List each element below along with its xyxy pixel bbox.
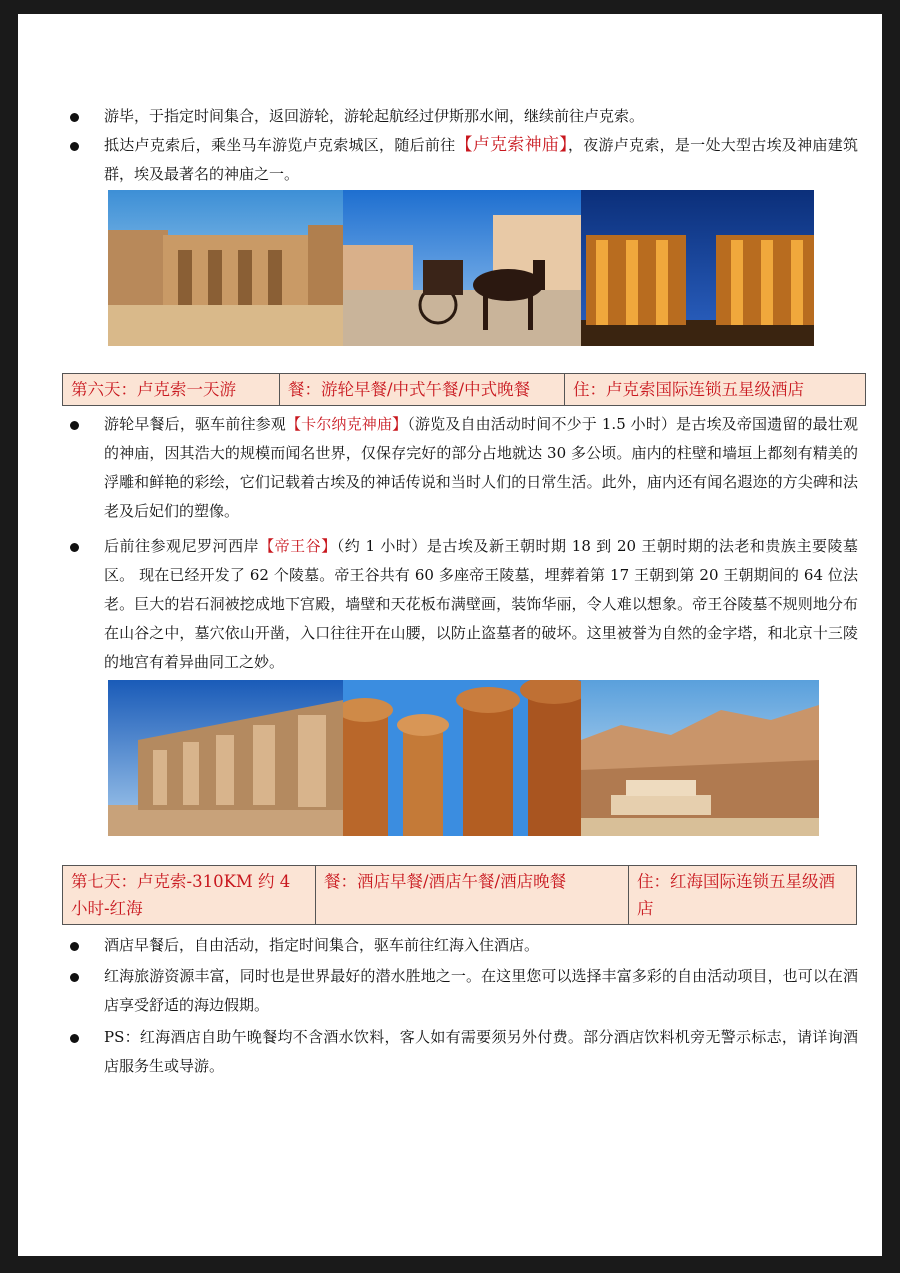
highlight-luxor-temple: 【卢克索神庙】	[455, 135, 568, 155]
bullet-icon	[70, 1034, 79, 1043]
photo-row-1	[108, 190, 814, 346]
bullet-text: 酒店早餐后，自由活动，指定时间集合，驱车前往红海入住酒店。	[104, 936, 540, 954]
day6-hotel: 住：卢克索国际连锁五星级酒店	[565, 374, 866, 406]
list-item	[70, 102, 858, 131]
luxor-temple-night-photo	[581, 190, 814, 346]
photo-row-2	[108, 680, 819, 836]
day6-title: 第六天：卢克索一天游	[63, 374, 280, 406]
bullet-icon	[70, 421, 79, 430]
list-item	[70, 962, 858, 1020]
karnak-columns-photo	[343, 680, 581, 836]
day7-title: 第七天：卢克索-310KM 约 4 小时-红海	[63, 866, 316, 925]
text-run: （约 1 小时）是古埃及新王朝时期 18 到 20 王朝时期的法老和贵族主要陵墓区。 现在已经开发了 62 个陵墓。帝王谷共有 60 多座帝王陵墓，埋葬着第 17 王朝到第 20 王朝期间的 64 位法老。巨大的岩石洞被挖成地下宫殿，墙壁和天花板布满壁画，装饰华丽，令人难以想象。帝王谷陵墓不规则地分布在山谷之中，墓穴依山开凿，入口往往开在山腰，以防止盗墓者的破坏。这里被誉为自然的金字塔，和北京十三陵的地宫有着异曲同工之妙。	[104, 537, 858, 671]
bullet-icon	[70, 113, 79, 122]
osiris-statues-photo	[108, 680, 343, 836]
text-run: （游览及自由活动时间不少于 1.5 小时）是古埃及帝国遗留的最壮观的神庙，因其浩大的规模而闻名世界，仅保存完好的部分占地就达 30 多公顷。庙内的柱壁和墙垣上都刻有精美的浮雕和鲜艳的彩绘，它们记载着古埃及的神话传说和当时人们的日常生活。此外，庙内还有闻名遐迩的方尖碑和法老及后妃们的塑像。	[104, 415, 858, 520]
bullet-text	[104, 532, 858, 677]
list-item	[70, 931, 858, 960]
bullet-icon	[70, 973, 79, 982]
bullet-text	[104, 410, 858, 526]
day7-header-table	[62, 865, 857, 925]
horse-carriage-photo	[343, 190, 581, 346]
list-item	[70, 131, 858, 189]
list-item	[70, 410, 858, 526]
bullet-icon	[70, 142, 79, 151]
highlight-karnak-temple: 【卡尔纳克神庙】	[285, 415, 408, 433]
bullet-text: 红海旅游资源丰富，同时也是世界最好的潜水胜地之一。在这里您可以选择丰富多彩的自由活动项目，也可以在酒店享受舒适的海边假期。	[104, 967, 858, 1014]
edfu-temple-photo	[108, 190, 343, 346]
day6-header-table	[62, 373, 866, 406]
day7-hotel: 住：红海国际连锁五星级酒店	[629, 866, 857, 925]
highlight-valley-of-kings: 【帝王谷】	[259, 537, 337, 555]
bullet-text: 游毕，于指定时间集合，返回游轮，游轮起航经过伊斯那水闸，继续前往卢克索。	[104, 107, 645, 125]
list-item	[70, 1023, 858, 1081]
page	[18, 14, 882, 1256]
day6-meals: 餐：游轮早餐/中式午餐/中式晚餐	[280, 374, 565, 406]
text-run: 抵达卢克索后，乘坐马车游览卢克索城区，随后前往	[104, 136, 456, 154]
bullet-text: PS：红海酒店自助午晚餐均不含酒水饮料，客人如有需要须另外付费。部分酒店饮料机旁无警示标志，请详询酒店服务生或导游。	[104, 1028, 858, 1075]
text-run: 后前往参观尼罗河西岸	[104, 537, 260, 555]
list-item	[70, 532, 858, 677]
text-run: 游轮早餐后，驱车前往参观	[104, 415, 286, 433]
bullet-icon	[70, 543, 79, 552]
text-run: ，夜游卢克索，是一处大型古埃及神庙建筑群，埃及最著名的神庙之一。	[104, 136, 858, 183]
day7-meals: 餐：酒店早餐/酒店午餐/酒店晚餐	[316, 866, 629, 925]
bullet-text	[104, 131, 858, 189]
hatshepsut-temple-photo	[581, 680, 819, 836]
bullet-icon	[70, 942, 79, 951]
